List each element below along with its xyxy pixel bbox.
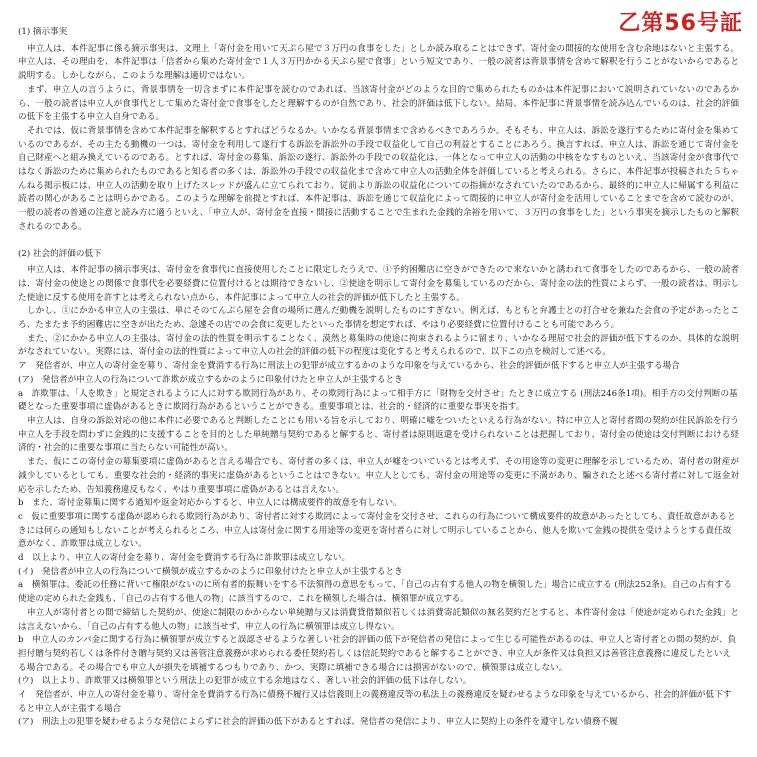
list-item: (ア) 刑法上の犯罪を疑わせるような発信によらずに社会的評価の低下があるとすれば、発信者の発信により、申立人に契約上の条件を遵守しない債務不履 <box>18 717 618 728</box>
list-item: b また、寄付金募集に関する過知や返金対応からすると、申立人には構成要件的故意を有しない。 <box>18 498 402 509</box>
section-2-heading: (2) 社会的評価の低下 <box>18 248 102 259</box>
list-item: ア 発信者が、申立人の寄付金を募り、寄付金を費消する行為に刑法上の犯罪が成立するかのような印象を与えているから、社会的評価が低下すると申立人が主張する場合 <box>18 361 680 372</box>
list-item: また、仮にこの寄付金の募集要項に虚偽があると言える場合でも、寄付者の多くは、申立人が嘘をついているとは考えず、その用途等の変更に理解を示しているため、寄付者の財産が減少しているとしても、重要な社会的・経済的事実に虚偽があるということはできない。申立人としても、寄付金の用途等の変更に不満があり、騙されたと述べる寄付者に対して返金対応を示したため、告知義務違反もなく、やはり重要事項に虚偽があるとは言えない。 <box>18 457 739 495</box>
list-item: a 詐欺罪は、「人を欺き」と規定されるように人に対する欺罔行為があり、その欺罔行為によって相手方に「財物を交付させ」たときに成立する (刑法246条1項)。相手方の交付判断の基礎となった重要事項に虚偽があるときに欺罔行為があるということができる。重要事項とは、社会的・経済的に重要な事実を指す。 <box>18 388 738 413</box>
section-1-paragraph: それでは、仮に背景事情を含めて本件記事を解釈するとすればどうなるか。いかなる背景事情まで含めるべきであろうか。そもそも、申立人は、訴訟を遂行するために寄付金を集めているのであるが、その主たる動機の一つは、寄付金を利用して遂行する訴訟を訴訟外の手段で収益化して自己の利益とすることにあろう。換言すれば、申立人は、訴訟を通じて寄付金を自己財産へと組み換えているのである。とすれば、寄付金の募集、訴訟の遂行、訴訟外の手段での収益化は、一体となって申立人の活動の中核をなすものといえ、当該寄付金が食事代ではなく訴訟のために集められたものであると知る者の多くは、訴訟外の手段での収益化まで含めて申立人の活動全体を評価していると考えられる。さらに、本件記事が投稿された５ちゃんねる掲示板には、申立人の活動を取り上げたスレッドが盛んに立てられており、従前より訴訟の収益化についての指摘がなされていたのであるから、最終的に申立人に帰属する利益に読者の関心があることは明らかである。このような理解を前提とすれば、本件記事は、訴訟を通じて収益化によって間接的に申立人が寄付金を活用していることまでを含めて読むのが、一般の読者の普通の注意と読み方に適うといえ、「申立人が、寄付金を直接・間接に活動することで生まれた金銭的余裕を用いて、３万円の食事をした」という事実を摘示したものと解釈されるのである。 <box>18 125 739 232</box>
section-2-paragraph: 申立人は、本件記事の摘示事実は、寄付金を食事代に直接使用したことに限定したうえで、①予約困難店に空きができたので来ないかと誘われて食事をしたのであるから、一般の読者は、寄付金の使途との関係で食事代を必要経費に位置付けるとは期待できないし、②使途を明示して寄付金を募集しているのだから、寄付金の法的性質によらず、一般の読者は、明示した使途に反する使用を許すとは考えられない点から、本件記事によって申立人の社会的評価が低下したと主張する。 <box>18 265 739 303</box>
list-item: a 横領罪は、委託の任務に背いて権限がないのに所有者的振舞いをする不法領得の意思をもって、「自己の占有する他人の物を横領した」場合に成立する (刑法252条)。自己の占有する使途の定められた金銭も、「自己の占有する他人の物」に該当するので、これを横領した場合は、横領罪が成立する。 <box>18 580 732 605</box>
exhibit-number-stamp: 乙第56号証 <box>618 11 743 36</box>
list-item: d 以上より、申立人の寄付金を募り、寄付金を費消する行為に詐欺罪は成立しない。 <box>18 553 351 564</box>
document-body <box>18 26 739 730</box>
list-item: b 申立人のカンパ金に関する行為に横領罪が成立すると誤認させるような著しい社会的評価の低下が発信者の発信によって生じる可能性があるのは、申立人と寄付者との間の契約が、負担付贈与契約若しくは条件付き贈与契約又は善管注意義務が求められる委任契約若しくは信託契約であると解することができ、申立人が条件又は負担又は善管注意義務に違反したといえる場合である。その場合でも申立人が損失を填補するつもりであり、かつ、実際に填補できる場合には損害がないので、横領罪は成立しない。 <box>18 635 737 673</box>
section-1-paragraph: 申立人は、本件記事に係る摘示事実は、文理上「寄付金を用いて天ぷら屋で３万円の食事をした」としか読み取ることはできず、寄付金の間接的な使用を含む余地はないと主張する。申立人は、その理由を、本件記事は「信者から集めた寄付金で１人３万円かかる天ぷら屋で食事」という短文であり、一般の読者は背景事情を含めて解釈を行うことがないからであると説明する。しかしながら、このような理解は適切ではない。 <box>18 43 739 82</box>
list-item: 申立人は、自身の訴訟対応の他に本件に必要であると判断したことにも用いる旨を示しており、明確に嘘をついたといえる行為がない。特に申立人と寄付者間の契約が住民訴訟を行う申立人を手段を問わずに金銭的に支援することを目的とした単純贈与契約であると解すると、寄付者は原則返還を受けられないことは把握しており、寄付金の使途は交付判断における経済的・社会的に重要な事項に当たらない可能性が高い。 <box>18 415 739 454</box>
section-1-heading: (1) 摘示事実 <box>18 27 68 37</box>
list-item: 申立人が寄付者との間で締結した契約が、使途に制限のかからない単純贈与又は消費貸借類似若しくは消費寄託類似の無名契約だとすると、本件寄付金は「使途が定められた金銭」とは言えないから、「自己の占有する他人の物」に該当せず、申立人の行為に横領罪は成立し得ない。 <box>18 607 739 632</box>
list-item: イ 発信者が、申立人の寄付金を募り、寄付金を費消する行為に債務不履行又は信義則上の義務違反等の私法上の義務違反を疑わせるような印象を与えているから、社会的評価が低下すると申立人が主張する場合 <box>18 690 732 714</box>
section-2-paragraph: しかし、①にかかる申立人の主張は、単にそのてんぷら屋を会食の場所に選んだ動機を説明したものにすぎない。例えば、もともと弁護士との打合せを兼ねた会食の予定があったところ、たまたま予約困難店に空きが出たため、急遽その店での会食に変更したといった事情を想定すれば、やはり必要経費に位置付けることも可能であろう。 <box>18 306 739 331</box>
list-item: (イ) 発信者が申立人の行為について横領が成立するかのように印象付けたと申立人が主張するとき <box>18 566 403 577</box>
section-2-paragraph: また、②にかかる申立人の主張は、寄付金の法的性質を明示することなく、漠然と募集時の使途に拘束されるように留まり、いかなる理屈で社会的評価が低下するのか、具体的な説明がなされていない。実際には、寄付金の法的性質によって申立人の社会的評価の低下の程度は変化すると考えられるので、以下この点を検討して述べる。 <box>18 333 739 358</box>
list-item: c 仮に重要事項に関する虚偽が認められる欺罔行為があり、寄付者に対する欺罔によって寄付金を交付させ、これらの行為について構成要件的故意があったとしても、責任故意があるときには何らの通知もしないことが考えられるところ、申立人は寄付金に関する用途等の変更を寄付者らに対して明示していることから、他人を欺いて金銭の提供を受けようとする責任故意がなく、詐欺罪は成立しない。 <box>18 511 736 550</box>
list-item: (ウ) 以上より、詐欺罪又は横領罪という刑法上の犯罪が成立する余地はなく、著しい社会的評価の低下は存しない。 <box>18 676 472 687</box>
section-gap <box>18 235 739 248</box>
list-item: (ア) 発信者が申立人の行為について詐欺が成立するかのように印象付けたと申立人が主張するとき <box>18 374 403 385</box>
section-1-paragraph: まず、申立人の言うように、背景事情を一切含まずに本件記事を読むのであれば、当該寄付金がどのような目的で集められたものかは本件記事において説明されていないのであるから、一般の読者は申立人が食事代として集めた寄付金で食事をしたと理解するのが自然であり、社会的評価は低下しない。結局、本件記事に背景事情を読み込んでいるのは、社会的評価の低下を主張する申立人自身である。 <box>18 84 739 123</box>
